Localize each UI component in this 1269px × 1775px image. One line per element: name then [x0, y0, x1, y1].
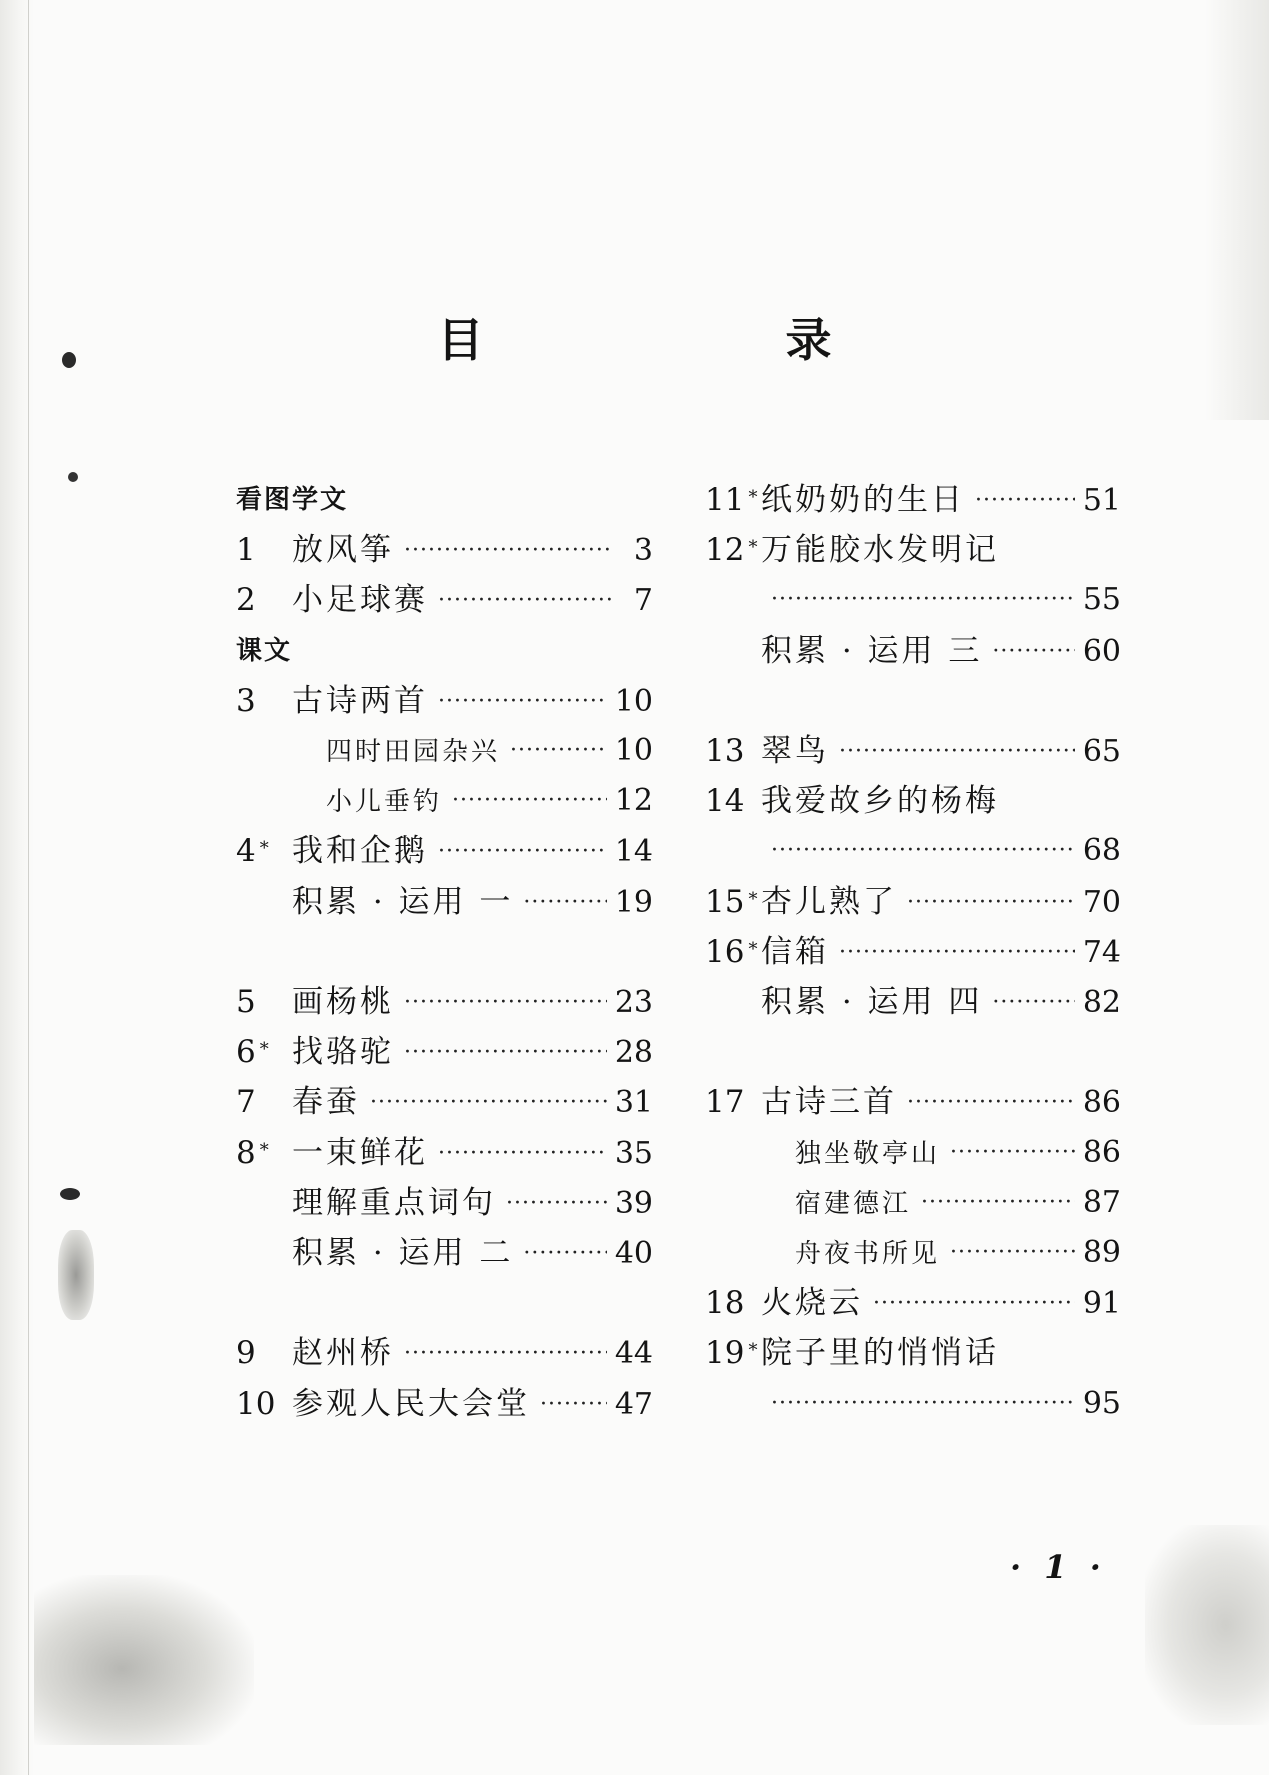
lesson-title: 杏儿熟了	[761, 883, 897, 920]
toc-entry[interactable]	[705, 528, 1121, 572]
page-title: 目 录	[437, 313, 960, 367]
optional-mark: *	[259, 838, 269, 860]
toc-entry[interactable]	[705, 1181, 1121, 1228]
page-ref: 95	[1082, 1385, 1121, 1421]
section-extra-title: 积累 · 运用 四	[761, 984, 983, 1020]
toc-entry[interactable]	[236, 880, 653, 928]
leader-dots	[404, 529, 611, 573]
leader-dots	[438, 1132, 607, 1176]
toc-entry[interactable]	[236, 679, 653, 727]
poem-title: 四时田园杂兴	[326, 737, 501, 767]
leader-dots	[438, 830, 607, 874]
page-ref: 14	[614, 834, 653, 870]
leader-dots	[404, 1332, 607, 1376]
page-ref: 19	[614, 884, 653, 920]
leader-dots	[771, 829, 1075, 873]
lesson-number: 19 *	[705, 1335, 758, 1372]
section-extra-title: 积累 · 运用 二	[292, 1235, 514, 1271]
page-ref: 3	[633, 533, 653, 569]
page-ref: 91	[1082, 1286, 1121, 1322]
page-ref: 39	[614, 1185, 653, 1221]
leader-dots	[438, 579, 611, 623]
page-ref: 86	[1082, 1085, 1121, 1121]
page-ref: 86	[1082, 1134, 1121, 1170]
lesson-number: 9	[236, 1335, 256, 1372]
lesson-number: 18	[705, 1285, 745, 1322]
toc-entry[interactable]	[705, 1331, 1121, 1375]
poem-title: 独坐敬亭山	[795, 1138, 941, 1169]
section-extra-title: 积累 · 运用 三	[761, 632, 983, 669]
toc-entry[interactable]	[705, 980, 1121, 1028]
binding-line	[28, 0, 29, 1775]
lesson-number: 5	[236, 984, 256, 1020]
page-ref: 51	[1082, 483, 1121, 518]
optional-mark: *	[259, 1139, 269, 1161]
lesson-number: 15 *	[705, 883, 758, 920]
lesson-number: 13	[705, 733, 745, 769]
lesson-number: 17	[705, 1084, 745, 1121]
lesson-number: 4 *	[236, 833, 269, 870]
lesson-number: 8 *	[236, 1134, 269, 1171]
lesson-number: 2	[236, 582, 256, 619]
toc-entry[interactable]	[236, 528, 653, 576]
toc-entry[interactable]	[705, 578, 1121, 625]
leader-dots	[907, 1081, 1075, 1125]
section-extra-title: 积累 · 运用 一	[292, 883, 514, 920]
lesson-number: 11 *	[705, 482, 758, 518]
lesson-title: 放风筝	[292, 532, 394, 569]
page-ref: 44	[614, 1336, 653, 1372]
leader-dots	[975, 479, 1075, 523]
leader-dots	[992, 630, 1074, 674]
poem-title: 小儿垂钓	[326, 787, 443, 818]
lesson-number: 7	[236, 1084, 256, 1121]
leader-dots	[523, 1232, 606, 1276]
leader-dots	[907, 881, 1075, 925]
leader-dots	[839, 931, 1075, 975]
page-ref: 7	[633, 583, 653, 619]
toc-entry[interactable]	[705, 1231, 1121, 1278]
page-ref: 47	[614, 1386, 653, 1422]
page-ref: 10	[614, 683, 653, 719]
leader-dots	[452, 779, 607, 823]
ink-smudge	[60, 1188, 80, 1200]
page-ref: 70	[1082, 884, 1121, 920]
lesson-number: 14	[705, 783, 745, 820]
lesson-title: 赵州桥	[292, 1335, 394, 1372]
leader-dots	[921, 1181, 1075, 1225]
page-number: · 1 ·	[1010, 1548, 1107, 1586]
leader-dots	[873, 1282, 1075, 1326]
page-ref: 87	[1082, 1184, 1121, 1220]
leader-dots	[771, 1382, 1075, 1426]
scan-noise	[34, 1575, 254, 1745]
lesson-title: 信箱	[761, 933, 829, 970]
section-heading	[236, 629, 653, 673]
leader-dots	[992, 981, 1074, 1025]
leader-dots	[510, 729, 607, 773]
lesson-title: 画杨桃	[292, 984, 394, 1020]
page-ref: 68	[1082, 833, 1121, 869]
toc-entry[interactable]	[705, 1281, 1121, 1329]
lesson-title: 翠鸟	[761, 733, 829, 769]
leader-dots	[370, 1081, 607, 1125]
toc-entry[interactable]	[236, 1030, 653, 1078]
leader-dots	[438, 680, 607, 724]
page-ref: 82	[1082, 985, 1121, 1020]
toc-entry[interactable]	[236, 779, 653, 826]
toc-entry[interactable]	[705, 779, 1121, 823]
lesson-number: 6 *	[236, 1034, 269, 1071]
toc-entry[interactable]	[236, 980, 653, 1028]
lesson-title: 火烧云	[761, 1285, 863, 1322]
lesson-title: 参观人民大会堂	[292, 1385, 530, 1422]
lesson-title: 院子里的悄悄话	[761, 1335, 999, 1372]
leader-dots	[540, 1383, 607, 1427]
optional-mark: *	[748, 487, 758, 508]
leader-dots	[950, 1231, 1075, 1275]
leader-dots	[950, 1131, 1075, 1175]
toc-entry[interactable]	[236, 829, 653, 877]
page-ref: 31	[614, 1085, 653, 1121]
optional-mark: *	[748, 938, 758, 960]
toc-entry[interactable]	[236, 1331, 653, 1379]
toc-entry[interactable]	[705, 629, 1121, 677]
optional-mark: *	[259, 1039, 269, 1061]
optional-mark: *	[748, 1340, 758, 1362]
section-title: 看图学文	[236, 485, 349, 515]
lesson-title: 古诗三首	[761, 1084, 897, 1121]
lesson-title: 小足球赛	[292, 582, 428, 619]
page-ref: 23	[614, 985, 653, 1020]
toc-entry[interactable]	[705, 1080, 1121, 1128]
leader-dots	[771, 578, 1075, 622]
lesson-title: 我和企鹅	[292, 833, 428, 870]
page-ref: 74	[1082, 934, 1121, 970]
leader-dots	[404, 1031, 607, 1075]
page-ref: 60	[1082, 633, 1121, 669]
leader-dots	[506, 1182, 607, 1226]
page-ref: 10	[614, 733, 653, 768]
leader-dots	[404, 981, 607, 1025]
page-ref: 28	[614, 1035, 653, 1071]
section-heading	[236, 478, 653, 522]
poem-title: 宿建德江	[795, 1188, 912, 1219]
lesson-title: 古诗两首	[292, 682, 428, 719]
toc-entry[interactable]	[236, 1080, 653, 1128]
lesson-title: 万能胶水发明记	[761, 532, 999, 569]
toc-entry[interactable]	[705, 1131, 1121, 1178]
leader-dots	[839, 730, 1075, 774]
page-ref: 89	[1082, 1235, 1121, 1270]
scan-noise	[1145, 1525, 1269, 1725]
lesson-title: 我爱故乡的杨梅	[761, 783, 999, 820]
toc-entry[interactable]	[705, 729, 1121, 777]
toc-entry[interactable]	[705, 1382, 1121, 1429]
page-ref: 40	[614, 1236, 653, 1271]
lesson-number: 10	[236, 1385, 276, 1422]
toc-entry[interactable]	[236, 578, 653, 626]
toc-entry[interactable]	[705, 829, 1121, 876]
section-title: 课文	[236, 635, 293, 666]
lesson-number: 16 *	[705, 933, 758, 970]
toc-entry[interactable]	[236, 1231, 653, 1279]
ink-smudge	[58, 1230, 94, 1320]
toc-entry[interactable]	[705, 880, 1121, 928]
page-ref: 55	[1082, 582, 1121, 618]
ink-smudge	[68, 472, 78, 482]
lesson-title: 找骆驼	[292, 1034, 394, 1071]
lesson-title: 纸奶奶的生日	[761, 482, 965, 518]
section-extra-title: 理解重点词句	[292, 1184, 496, 1221]
optional-mark: *	[748, 537, 758, 559]
lesson-number: 12 *	[705, 532, 758, 569]
toc-entry[interactable]	[236, 1131, 653, 1179]
lesson-number: 3	[236, 682, 256, 719]
page-ref: 12	[614, 783, 653, 819]
toc-entry[interactable]	[705, 930, 1121, 978]
poem-title: 舟夜书所见	[795, 1239, 941, 1269]
toc-entry[interactable]	[236, 1181, 653, 1229]
lesson-title: 春蚕	[292, 1084, 360, 1121]
page-ref: 65	[1082, 734, 1121, 769]
toc-entry[interactable]	[236, 1382, 653, 1430]
page-ref: 35	[614, 1135, 653, 1171]
lesson-number: 1	[236, 532, 256, 569]
leader-dots	[523, 881, 606, 925]
toc-entry[interactable]	[705, 478, 1121, 526]
optional-mark: *	[748, 888, 758, 910]
toc-entry[interactable]	[236, 729, 653, 776]
lesson-title: 一束鲜花	[292, 1134, 428, 1171]
